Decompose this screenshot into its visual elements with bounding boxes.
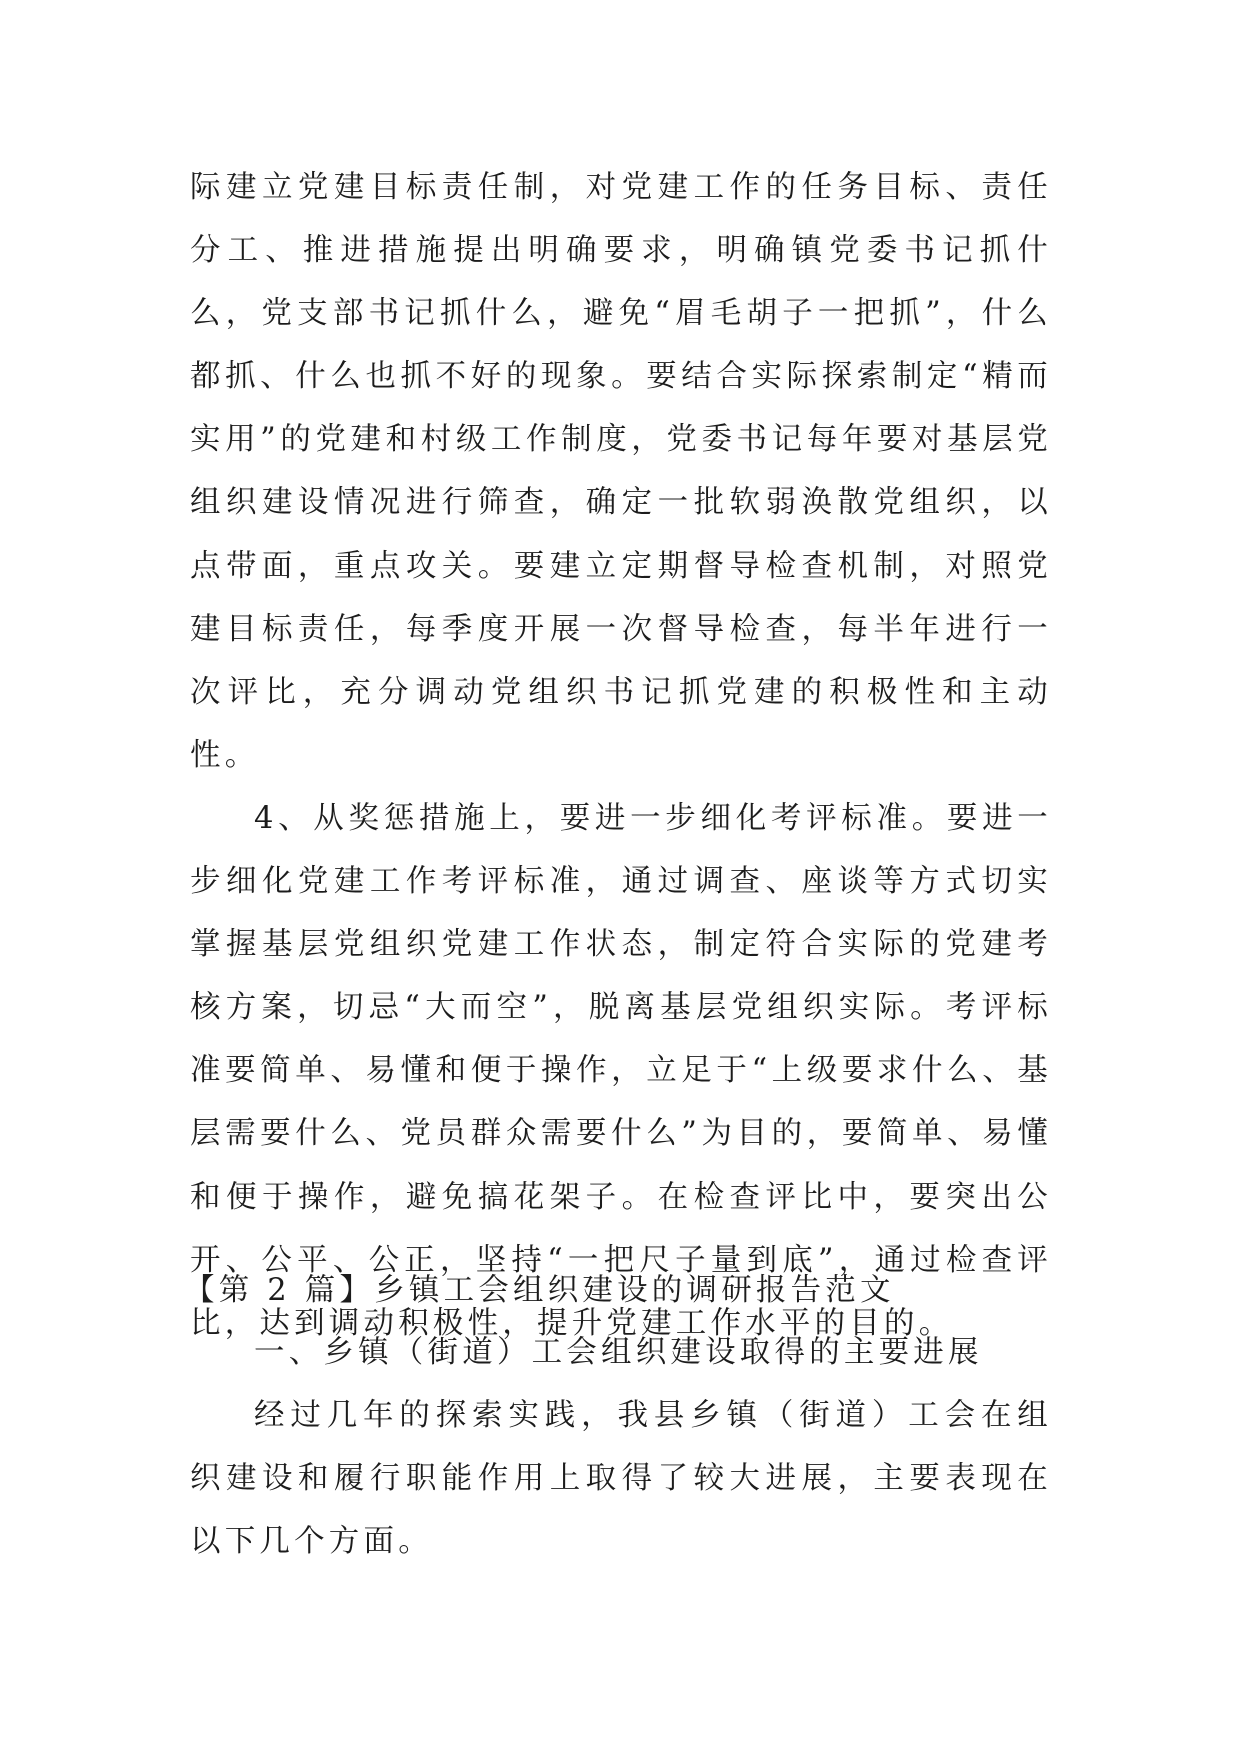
body-text-top <box>190 156 1052 1355</box>
body-paragraph: 4、从奖惩措施上，要进一步细化考评标准。要进一步细化党建工作考评标准，通过调查、座谈等方式切实掌握基层党组织党建工作状态，制定符合实际的党建考核方案，切忌“大而空”，脱离基层党组织实际。考评标准要简单、易懂和便于操作，立足于“上级要求什么、基层需要什么、党员群众需要什么”为目的，要简单、易懂和便于操作，避免搞花架子。在检查评比中，要突出公开、公平、公正，坚持“一把尺子量到底”，通过检查评比，达到调动积极性，提升党建工作水平的目的。 <box>190 800 1052 1341</box>
section-subheading: 一、乡镇（街道）工会组织建设取得的主要进展 <box>254 1335 983 1370</box>
body-paragraph: 经过几年的探索实践，我县乡镇（街道）工会在组织建设和履行职能作用上取得了较大进展，主要表现在以下几个方面。 <box>190 1398 1052 1560</box>
body-paragraph: 际建立党建目标责任制，对党建工作的任务目标、责任分工、推进措施提出明确要求，明确镇党委书记抓什么，党支部书记抓什么，避免“眉毛胡子一把抓”，什么都抓、什么也抓不好的现象。要结合实际探索制定“精而实用”的党建和村级工作制度，党委书记每年要对基层党组织建设情况进行筛查，确定一批软弱涣散党组织，以点带面，重点攻关。要建立定期督导检查机制，对照党建目标责任，每季度开展一次督导检查，每半年进行一次评比，充分调动党组织书记抓党建的积极性和主动性。 <box>190 170 1052 773</box>
article-section <box>184 1260 1052 1573</box>
section-heading: 【第 2 篇】乡镇工会组织建设的调研报告范文 <box>184 1273 895 1308</box>
